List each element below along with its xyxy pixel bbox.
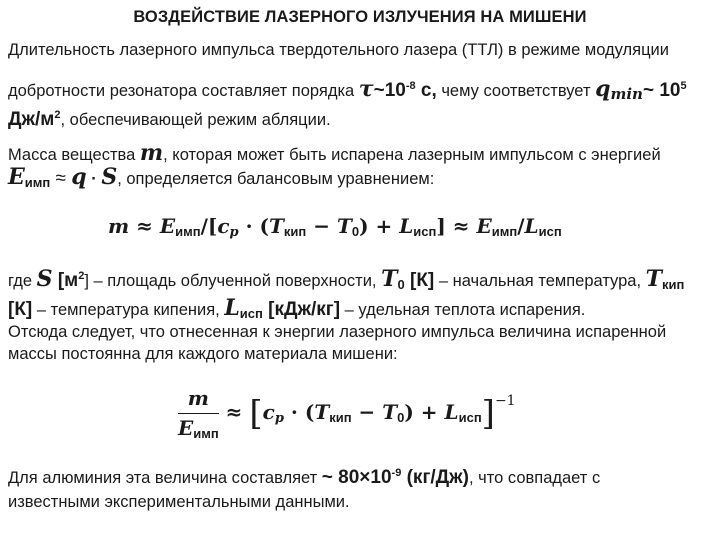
subscript: имп: [491, 224, 518, 239]
area-symbol: S: [36, 266, 53, 292]
page-title: ВОЗДЕЙСТВИЕ ЛАЗЕРНОГО ИЗЛУЧЕНИЯ НА МИШЕНИ: [133, 8, 587, 26]
paragraph-3-line-4: массы постоянна для каждого материала мишени:: [8, 345, 398, 363]
q-symbol: q: [595, 76, 611, 102]
approx-sign: ≈: [218, 399, 250, 424]
subscript: исп: [458, 409, 482, 425]
text: ] – площадь облученной поверхности,: [84, 272, 382, 290]
subscript: имп: [175, 224, 201, 239]
subscript: 0: [351, 224, 360, 239]
bracket: [: [249, 393, 263, 434]
text: чему соответствует: [436, 82, 596, 100]
operator: · (: [238, 214, 269, 238]
q-symbol: q: [71, 164, 87, 190]
paragraph-2-line-2: [8, 164, 434, 192]
temperature-symbol: T: [336, 214, 352, 238]
area-symbol: S: [101, 164, 118, 190]
operator: /: [517, 214, 525, 238]
paragraph-1-line-3: [8, 108, 331, 132]
dot: ·: [86, 170, 102, 188]
q-subscript: min: [610, 85, 643, 103]
operator: ) +: [404, 399, 445, 424]
temperature-symbol: T: [381, 266, 398, 292]
exponent: −1: [494, 392, 516, 409]
subscript: кип: [329, 409, 352, 425]
subscript: p: [229, 225, 239, 240]
unit: (кг/Дж): [401, 467, 469, 488]
subscript: исп: [413, 224, 437, 239]
text: , которая может быть испарена лазерным импульсом с энергией: [163, 146, 661, 164]
paragraph-4-line-1: [8, 466, 600, 490]
approx-sign: ≈: [129, 214, 160, 238]
text: Масса вещества: [8, 146, 140, 164]
paragraph-3-line-2: [8, 295, 585, 323]
bracket: ]: [481, 393, 495, 434]
latent-heat-symbol: L: [399, 214, 414, 238]
subscript: имп: [193, 426, 219, 441]
mass-symbol: m: [108, 214, 130, 238]
paragraph-1-line-2: [8, 76, 687, 104]
subscript: исп: [239, 306, 263, 321]
text: где: [8, 272, 37, 290]
energy-symbol: E: [476, 214, 492, 238]
operator: · (: [283, 399, 315, 424]
text: добротности резонатора составляет порядка: [8, 82, 359, 100]
heat-capacity-symbol: c: [262, 399, 275, 424]
subscript: кип: [283, 224, 307, 239]
unit-joule-per-m2: Дж/м: [8, 109, 55, 130]
exponent: 5: [680, 80, 687, 92]
operator: −: [351, 399, 383, 424]
text: , что совпадает с: [468, 469, 601, 487]
text: – удельная теплота испарения.: [340, 301, 586, 319]
fraction: [178, 386, 219, 441]
temperature-symbol: T: [269, 214, 284, 238]
text: , обеспечивающей режим абляции.: [60, 111, 331, 129]
subscript: кип: [662, 277, 685, 292]
paragraph-1-line-1: Длительность лазерного импульса твердотельного лазера (ТТЛ) в режиме модуляции: [8, 41, 669, 59]
unit: [К]: [8, 299, 33, 320]
balance-equation: [108, 214, 562, 240]
latent-heat-symbol: L: [224, 295, 240, 321]
unit: [К]: [404, 270, 435, 291]
temperature-symbol: T: [382, 399, 398, 424]
paragraph-3-line-1: [8, 266, 684, 294]
exponent: 2: [54, 109, 61, 121]
operator: /[: [200, 214, 218, 238]
mass-symbol: m: [139, 140, 164, 166]
heat-capacity-symbol: c: [217, 214, 230, 238]
temperature-symbol: T: [314, 399, 330, 424]
approx-sign: ≈: [445, 214, 477, 238]
approx-value: ~ 10: [642, 80, 681, 101]
text: , определяется балансовым уравнением:: [117, 170, 435, 188]
paragraph-4-line-2: известными экспериментальными данными.: [8, 493, 350, 511]
latent-heat-symbol: L: [524, 214, 539, 238]
text: – температура кипения,: [32, 301, 225, 319]
unit-seconds: с,: [415, 80, 437, 101]
subscript: 0: [397, 409, 405, 425]
exponent: -9: [391, 467, 402, 479]
subscript: p: [274, 410, 284, 426]
subscript: исп: [538, 224, 562, 239]
operator: ) +: [359, 214, 400, 238]
text: – начальная температура,: [434, 272, 646, 290]
specific-mass-equation: [178, 386, 516, 441]
exponent: -8: [405, 80, 416, 92]
exponent: 2: [78, 270, 85, 282]
energy-symbol: E: [8, 164, 25, 190]
tau-symbol: τ: [358, 76, 374, 102]
operator: ]: [436, 214, 446, 238]
latent-heat-symbol: L: [444, 399, 459, 424]
approx-sign: ≈: [50, 168, 72, 189]
text: Для алюминия эта величина составляет: [8, 469, 322, 487]
aluminium-value: ~ 80×10: [321, 467, 392, 488]
unit: [м: [52, 270, 79, 291]
unit: [кДж/кг]: [262, 299, 341, 320]
operator: −: [306, 214, 337, 238]
approx-value: ~10: [373, 80, 406, 101]
mass-symbol: m: [187, 386, 209, 410]
temperature-symbol: T: [645, 266, 663, 292]
energy-symbol: E: [178, 416, 194, 440]
energy-symbol: E: [159, 214, 176, 238]
subscript: 0: [397, 277, 405, 292]
subscript: имп: [24, 175, 51, 190]
paragraph-3-line-3: Отсюда следует, что отнесенная к энергии лазерного импульса величина испаренной: [8, 323, 667, 341]
